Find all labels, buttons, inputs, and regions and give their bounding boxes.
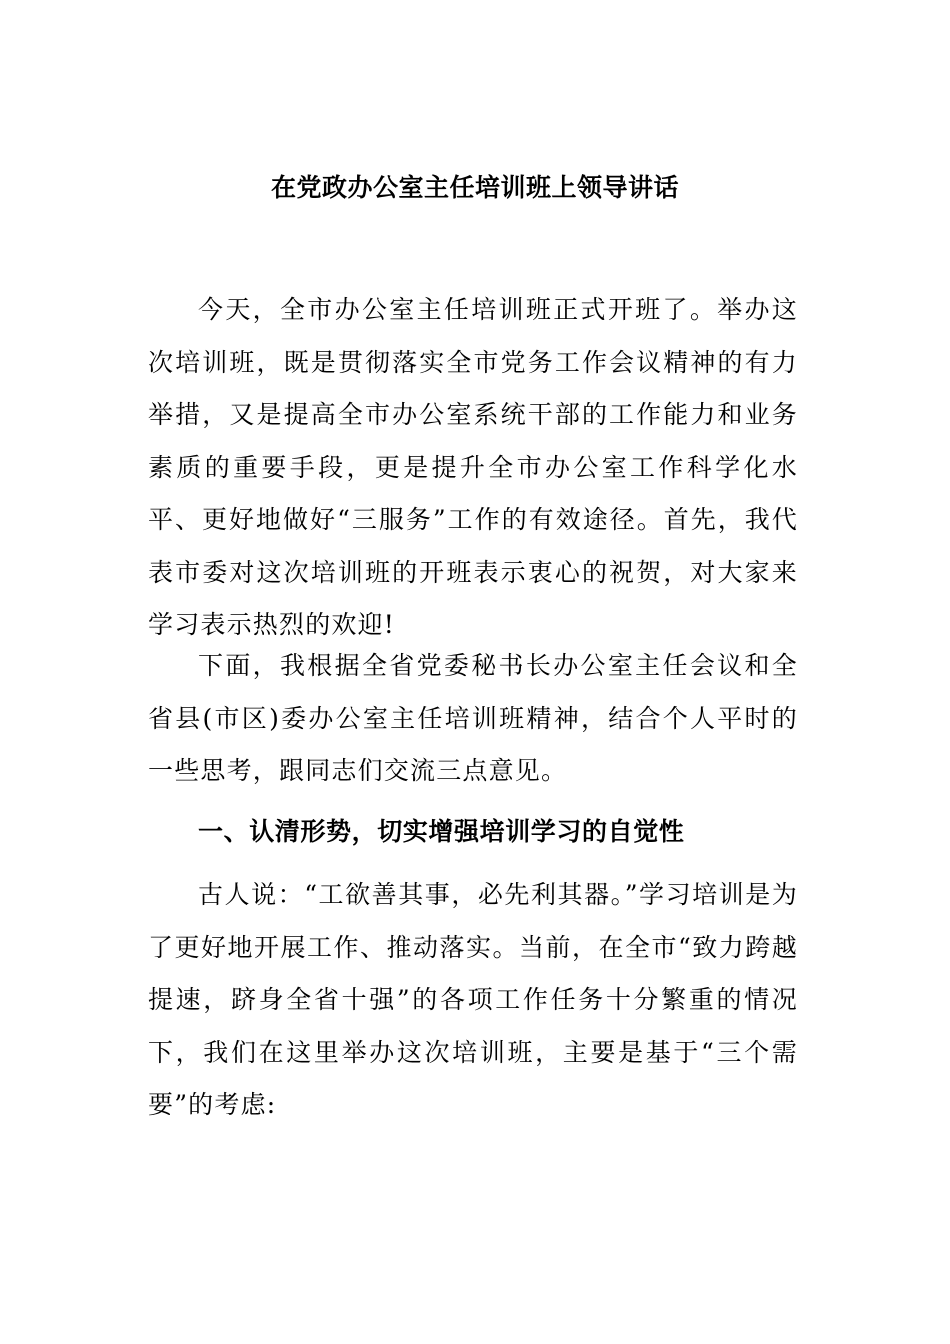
document-title: 在党政办公室主任培训班上领导讲话 [270,173,679,202]
paragraph-section-one: 古人说：“工欲善其事，必先利其器。”学习培训是为了更好地开展工作、推动落实。当前，在全市“致力跨越提速，跻身全省十强”的各项工作任务十分繁重的情况下，我们在这里举办这次培训班，主要是基于“三个需要”的考虑: [148,880,798,1119]
section-heading: 一、认清形势，切实增强培训学习的自觉性 [198,817,685,846]
paragraph-intro: 下面，我根据全省党委秘书长办公室主任会议和全省县(市区)委办公室主任培训班精神，结合个人平时的一些思考，跟同志们交流三点意见。 [148,651,798,785]
paragraph-opening: 今天，全市办公室主任培训班正式开班了。举办这次培训班，既是贯彻落实全市党务工作会议精神的有力举措，又是提高全市办公室系统干部的工作能力和业务素质的重要手段，更是提升全市办公室工作科学化水平、更好地做好“三服务”工作的有效途径。首先，我代表市委对这次培训班的开班表示衷心的祝贺，对大家来学习表示热烈的欢迎! [148,295,798,639]
